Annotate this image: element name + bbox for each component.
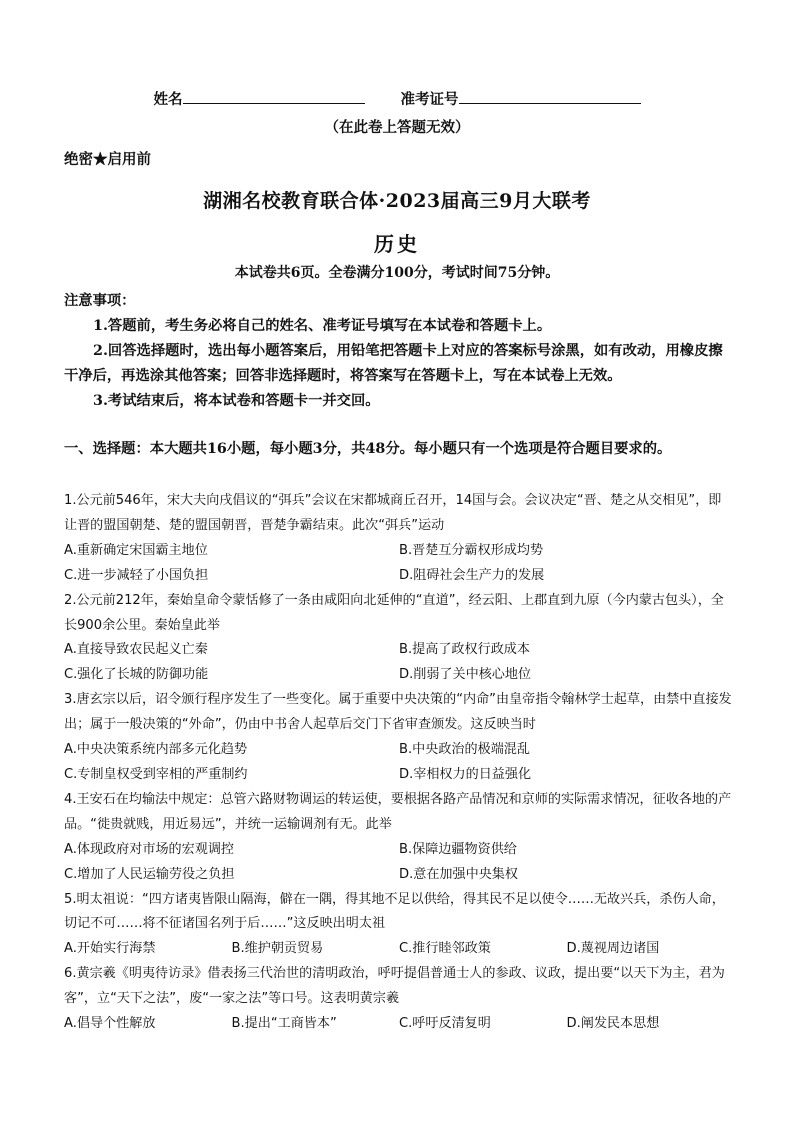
- option-group: [64, 638, 734, 688]
- option-c: C.强化了长城的防御功能: [64, 667, 209, 683]
- option-c: C.推行睦邻政策: [399, 941, 491, 957]
- option-d: D.宰相权力的日益强化: [399, 766, 532, 782]
- question-2: [64, 589, 734, 689]
- candidate-info-line: [0, 88, 794, 109]
- option-b: B.提高了政权行政成本: [399, 642, 530, 658]
- section-title: 一、选择题：本大题共16小题，每小题3分，共48分。每小题只有一个选项是符合题目要求的。: [64, 441, 672, 457]
- option-b: B.中央政治的极端混乱: [399, 742, 530, 758]
- subject-title: 历史: [374, 232, 420, 256]
- question-stem: 4.王安石在均输法中规定：总管六路财物调运的转运使，要根据各路产品情况和京师的实际需求情况，征收各地的产品。“徙贵就贱，用近易远”，并统一运输调剂有无。此举: [64, 791, 732, 832]
- note-item: 1.答题前，考生务必将自己的姓名、准考证号填写在本试卷和答题卡上。: [93, 318, 552, 334]
- name-label: 姓名: [153, 91, 183, 108]
- option-c: C.进一步减轻了小国负担: [64, 567, 209, 583]
- option-c: C.增加了人民运输劳役之负担: [64, 866, 235, 882]
- option-a: A.开始实行海禁: [64, 941, 156, 957]
- option-a: A.体现政府对市场的宏观调控: [64, 841, 235, 857]
- question-1: [64, 489, 734, 589]
- option-a: A.重新确定宋国霸主地位: [64, 542, 208, 558]
- question-stem: 2.公元前212年，秦始皇命令蒙恬修了一条由咸阳向北延伸的“直道”，经云阳、上郡直到九原（今内蒙古包头），全长900余公里。秦始皇此举: [64, 592, 724, 633]
- option-b: B.保障边疆物资供给: [399, 841, 517, 857]
- option-b: B.维护朝贡贸易: [231, 941, 324, 957]
- option-a: A.直接导致农民起义亡秦: [64, 642, 208, 658]
- option-a: A.中央决策系统内部多元化趋势: [64, 742, 248, 758]
- notes-heading: 注意事项：: [64, 293, 136, 309]
- option-b: B.提出“工商皆本”: [231, 1016, 337, 1032]
- name-blank: [183, 89, 365, 104]
- option-group: [64, 1012, 734, 1037]
- option-d: D.意在加强中央集权: [399, 866, 518, 882]
- question-4: [64, 788, 734, 888]
- question-stem: 6.黄宗羲《明夷待访录》借表扬三代治世的清明政治，呼吁提倡普通士人的参政、议政，提出要“以天下为主，君为客”，立“天下之法”，废“一家之法”等口号。这表明黄宗羲: [64, 966, 725, 1007]
- option-c: C.专制皇权受到宰相的严重制约: [64, 766, 248, 782]
- secret-label: 绝密★启用前: [64, 151, 151, 168]
- option-group: [64, 738, 734, 788]
- option-d: D.蔑视周边诸国: [566, 941, 660, 957]
- question-6: [64, 962, 734, 1037]
- option-d: D.阐发民本思想: [566, 1016, 660, 1032]
- question-3: [64, 688, 734, 788]
- option-d: D.阻碍社会生产力的发展: [399, 567, 545, 583]
- note-item: 3.考试结束后，将本试卷和答题卡一并交回。: [93, 393, 380, 409]
- exam-id-blank: [459, 89, 641, 104]
- option-a: A.倡导个性解放: [64, 1016, 156, 1032]
- question-stem: 3.唐玄宗以后，诏令颁行程序发生了一些变化。属于重要中央决策的“内命”由皇帝指令翰林学士起草，由禁中直接发出；属于一般决策的“外命”，仍由中书舍人起草后交门下省审查颁发。这反映当时: [64, 692, 732, 733]
- option-d: D.削弱了关中核心地位: [399, 667, 532, 683]
- note-item: 2.回答选择题时，选出每小题答案后，用铅笔把答题卡上对应的答案标号涂黑，如有改动，用橡皮擦干净后，再选涂其他答案；回答非选择题时，将答案写在答题卡上，写在本试卷上无效。: [64, 343, 723, 384]
- option-group: [64, 539, 734, 589]
- option-group: [64, 937, 734, 962]
- option-b: B.晋楚互分霸权形成均势: [399, 542, 544, 558]
- notes-block: [64, 289, 734, 414]
- question-stem: 1.公元前546年，宋大夫向戌倡议的“弭兵”会议在宋都城商丘召开，14国与会。会议决定“晋、楚之从交相见”，即让晋的盟国朝楚、楚的盟国朝晋，晋楚争霸结束。此次“弭兵”运动: [64, 493, 722, 533]
- exam-id-label: 准考证号: [400, 91, 459, 108]
- exam-title: 湖湘名校教育联合体·2023届高三9月大联考: [203, 190, 591, 212]
- question-5: [64, 888, 734, 963]
- question-list: [64, 489, 734, 1037]
- option-c: C.呼吁反清复明: [399, 1016, 491, 1032]
- question-stem: 5.明太祖说：“四方诸夷皆限山隔海，僻在一隅，得其地不足以供给，得其民不足以使令……无故兴兵，杀伤人命，切记不可……将不征诸国名列于后……”这反映出明太祖: [64, 891, 725, 932]
- exam-info: 本试卷共6页。全卷满分100分，考试时间75分钟。: [234, 265, 560, 281]
- option-group: [64, 838, 734, 888]
- invalid-note: （在此卷上答题无效）: [324, 119, 470, 136]
